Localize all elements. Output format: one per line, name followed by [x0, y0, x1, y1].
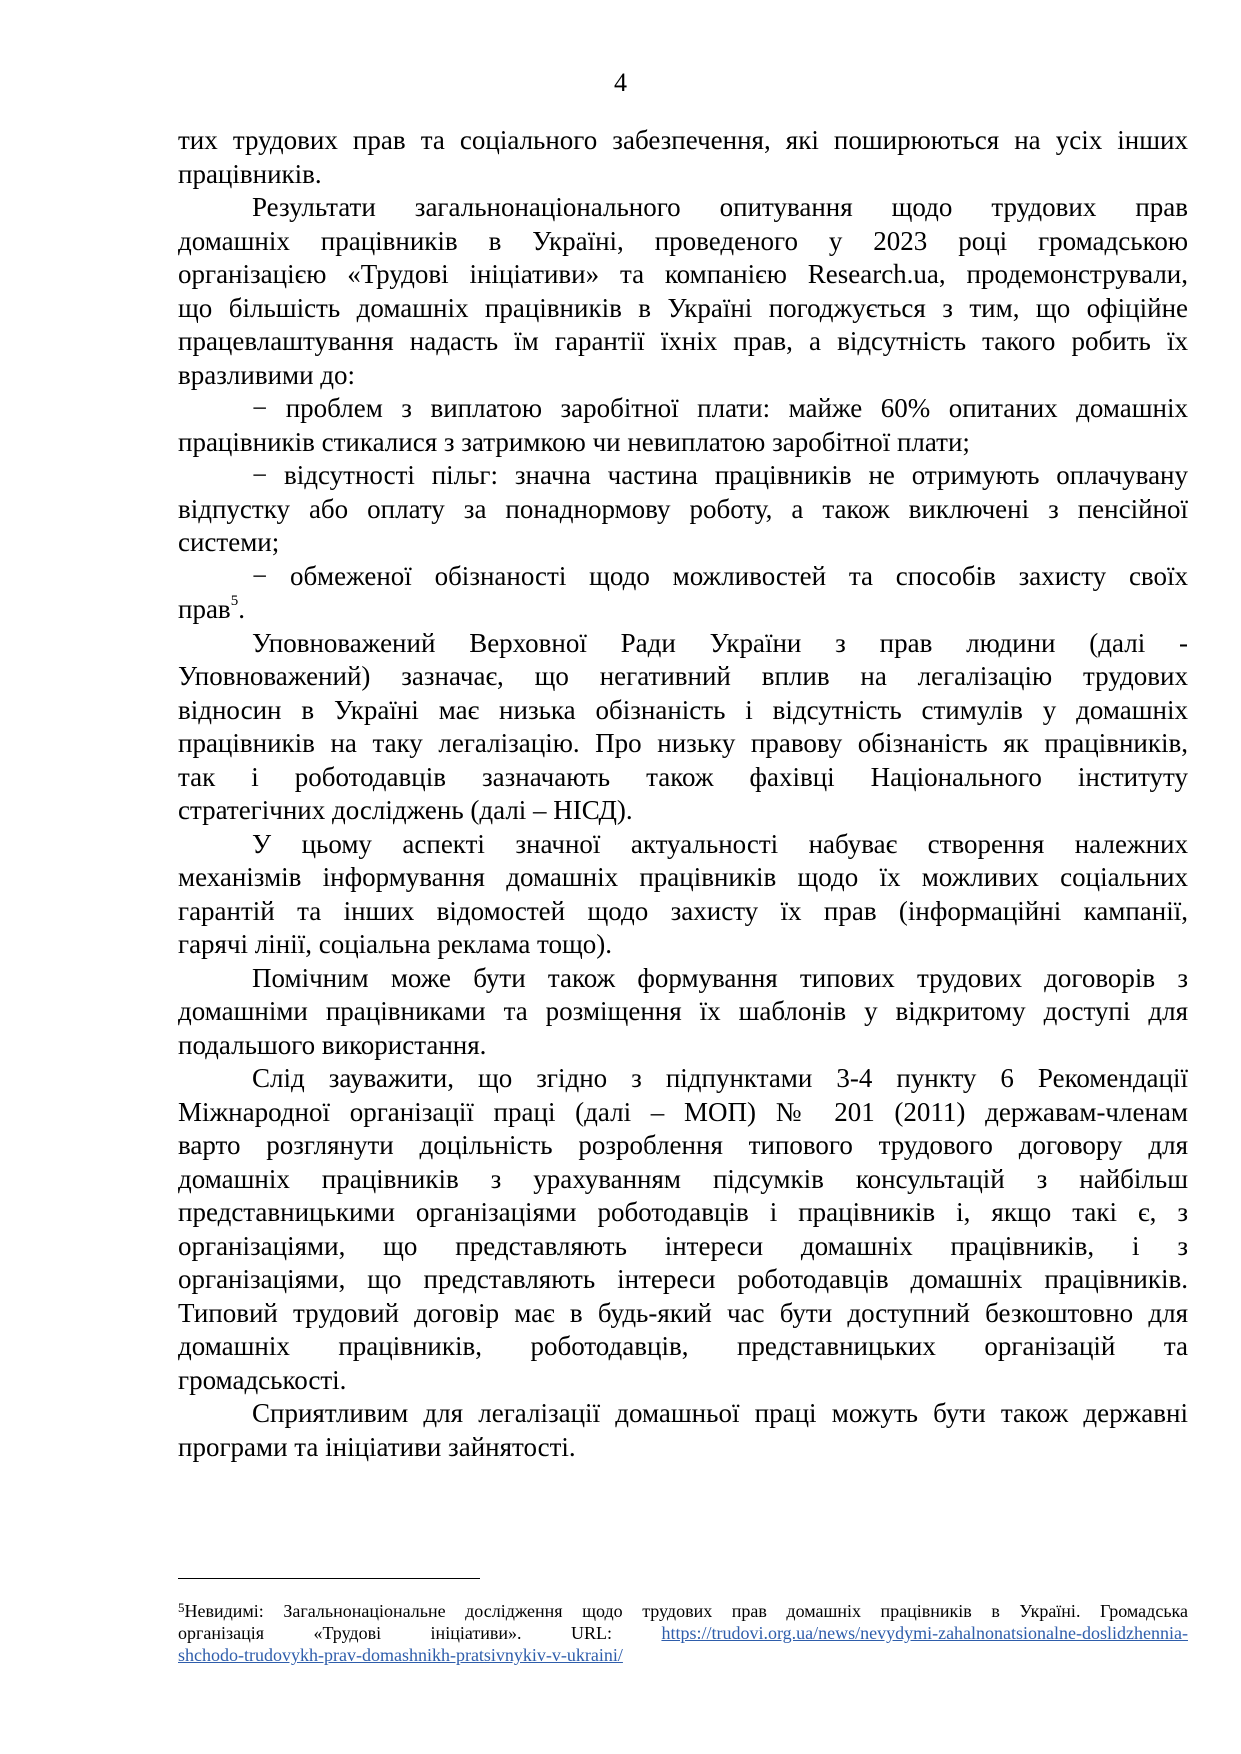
- text-line: так і роботодавців зазначають також фахівці Національного інституту: [178, 761, 1188, 792]
- text-line: домашніх працівників, роботодавців, представницьких організацій та: [178, 1331, 1188, 1361]
- text-line: організаціями, що представляють інтереси роботодавців домашніх працівників.: [178, 1264, 1188, 1294]
- text-line: стратегічних досліджень (далі – НІСД).: [178, 795, 633, 825]
- paragraph: [178, 191, 1188, 392]
- footnote-line: [178, 1600, 1188, 1622]
- text-fragment: прав: [178, 594, 231, 624]
- text-line: працівників.: [178, 158, 322, 189]
- text-line: працівників на таку легалізацію. Про низьку правову обізнаність як працівників,: [178, 728, 1188, 758]
- text-line: вразливими до:: [178, 359, 356, 390]
- text-line: варто розглянути доцільність розроблення типового трудового договору для: [178, 1130, 1188, 1160]
- page-number: 4: [614, 68, 627, 97]
- footnote-reference[interactable]: 5: [230, 593, 239, 609]
- text-line: системи;: [178, 527, 280, 557]
- text-line: У цьому аспекті значної актуальності набуває створення належних: [252, 828, 1188, 859]
- paragraph: [178, 1062, 1188, 1397]
- text-line: − обмеженої обізнаності щодо можливостей та способів захисту своїх: [252, 560, 1188, 591]
- text-line: Уповноважений) зазначає, що негативний вплив на легалізацію трудових: [178, 661, 1188, 691]
- text-line: представницькими організаціями роботодавців і працівників і, якщо такі є, з: [178, 1197, 1188, 1227]
- footnote: [178, 1600, 1188, 1666]
- text-line: відносин в Україні має низька обізнаність і відсутність стимулів у домашніх: [178, 694, 1188, 725]
- footnote-link-continuation[interactable]: shchodo-trudovykh-prav-domashnikh-pratsivnykiv-v-ukraini/: [178, 1645, 623, 1665]
- text-line: Міжнародної організації праці (далі – МОП) № 201 (2011) державам-членам: [178, 1096, 1188, 1127]
- text-line: домашніми працівниками та розміщення їх шаблонів у відкритому доступі для: [178, 996, 1188, 1026]
- text-line: програми та ініціативи зайнятості.: [178, 1431, 576, 1462]
- text-line: що більшість домашніх працівників в Україні погоджується з тим, що офіційне: [178, 292, 1188, 323]
- paragraph: [178, 828, 1188, 962]
- list-item: [178, 459, 1188, 560]
- list-item: [178, 392, 1188, 459]
- text-line: працевлаштування надасть їм гарантії їхніх прав, а відсутність такого робить їх: [178, 326, 1188, 356]
- text-line: громадськості.: [178, 1364, 347, 1395]
- text-line: організаціями, що представляють інтереси домашніх працівників, і з: [178, 1230, 1188, 1261]
- text-line: домашніх працівників з урахуванням підсумків консультацій з найбільш: [178, 1163, 1188, 1194]
- text-line: [178, 593, 1188, 627]
- text-line: Слід зауважити, що згідно з підпунктами 3-4 пункту 6 Рекомендації: [252, 1063, 1188, 1093]
- footnote-marker: 5: [178, 1600, 185, 1615]
- footnote-separator: [178, 1578, 480, 1579]
- footnote-text: Невидимі: Загальнонаціональне дослідження щодо трудових прав домашніх працівників в Україні. Громадська: [184, 1601, 1188, 1621]
- text-line: Типовий трудовий договір має в будь-який час бути доступний безкоштовно для: [178, 1297, 1188, 1328]
- text-line: працівників стикалися з затримкою чи невиплатою заробітної плати;: [178, 426, 970, 457]
- text-line: гарячі лінії, соціальна реклама тощо).: [178, 929, 613, 959]
- list-item: [178, 560, 1188, 627]
- paragraph: [178, 627, 1188, 828]
- footnote-link[interactable]: https://trudovi.org.ua/news/nevydymi-zahalnonatsionalne-doslidzhennia-: [661, 1623, 1188, 1643]
- footnote-line: [178, 1644, 1188, 1666]
- text-line: домашніх працівників в Україні, проведеного у 2023 році громадською: [178, 225, 1188, 256]
- text-line: Помічним може бути також формування типових трудових договорів з: [252, 962, 1188, 993]
- text-fragment: .: [238, 594, 245, 624]
- text-line: відпустку або оплату за понаднормову роботу, а також виключені з пенсійної: [178, 493, 1188, 524]
- text-line: механізмів інформування домашніх працівників щодо їх можливих соціальних: [178, 862, 1188, 892]
- document-body: [178, 124, 1188, 1464]
- paragraph: [178, 962, 1188, 1063]
- text-line: гарантій та інших відомостей щодо захисту їх прав (інформаційні кампанії,: [178, 895, 1188, 926]
- text-line: − проблем з виплатою заробітної плати: майже 60% опитаних домашніх: [252, 393, 1188, 423]
- text-line: організацією «Трудові ініціативи» та компанією Research.ua, продемонстрували,: [178, 259, 1188, 289]
- text-line: тих трудових прав та соціального забезпечення, які поширюються на усіх інших: [178, 125, 1188, 155]
- text-line: Результати загальнонаціонального опитування щодо трудових прав: [252, 192, 1188, 222]
- paragraph: [178, 124, 1188, 191]
- paragraph: [178, 1397, 1188, 1464]
- text-line: подальшого використання.: [178, 1029, 487, 1060]
- text-line: Сприятливим для легалізації домашньої праці можуть бути також державні: [252, 1398, 1188, 1428]
- footnote-text: організація «Трудові ініціативи». URL:: [178, 1623, 662, 1643]
- footnote-line: [178, 1622, 1188, 1644]
- text-line: Уповноважений Верховної Ради України з прав людини (далі -: [252, 627, 1188, 658]
- text-line: − відсутності пільг: значна частина працівників не отримують оплачувану: [252, 460, 1188, 490]
